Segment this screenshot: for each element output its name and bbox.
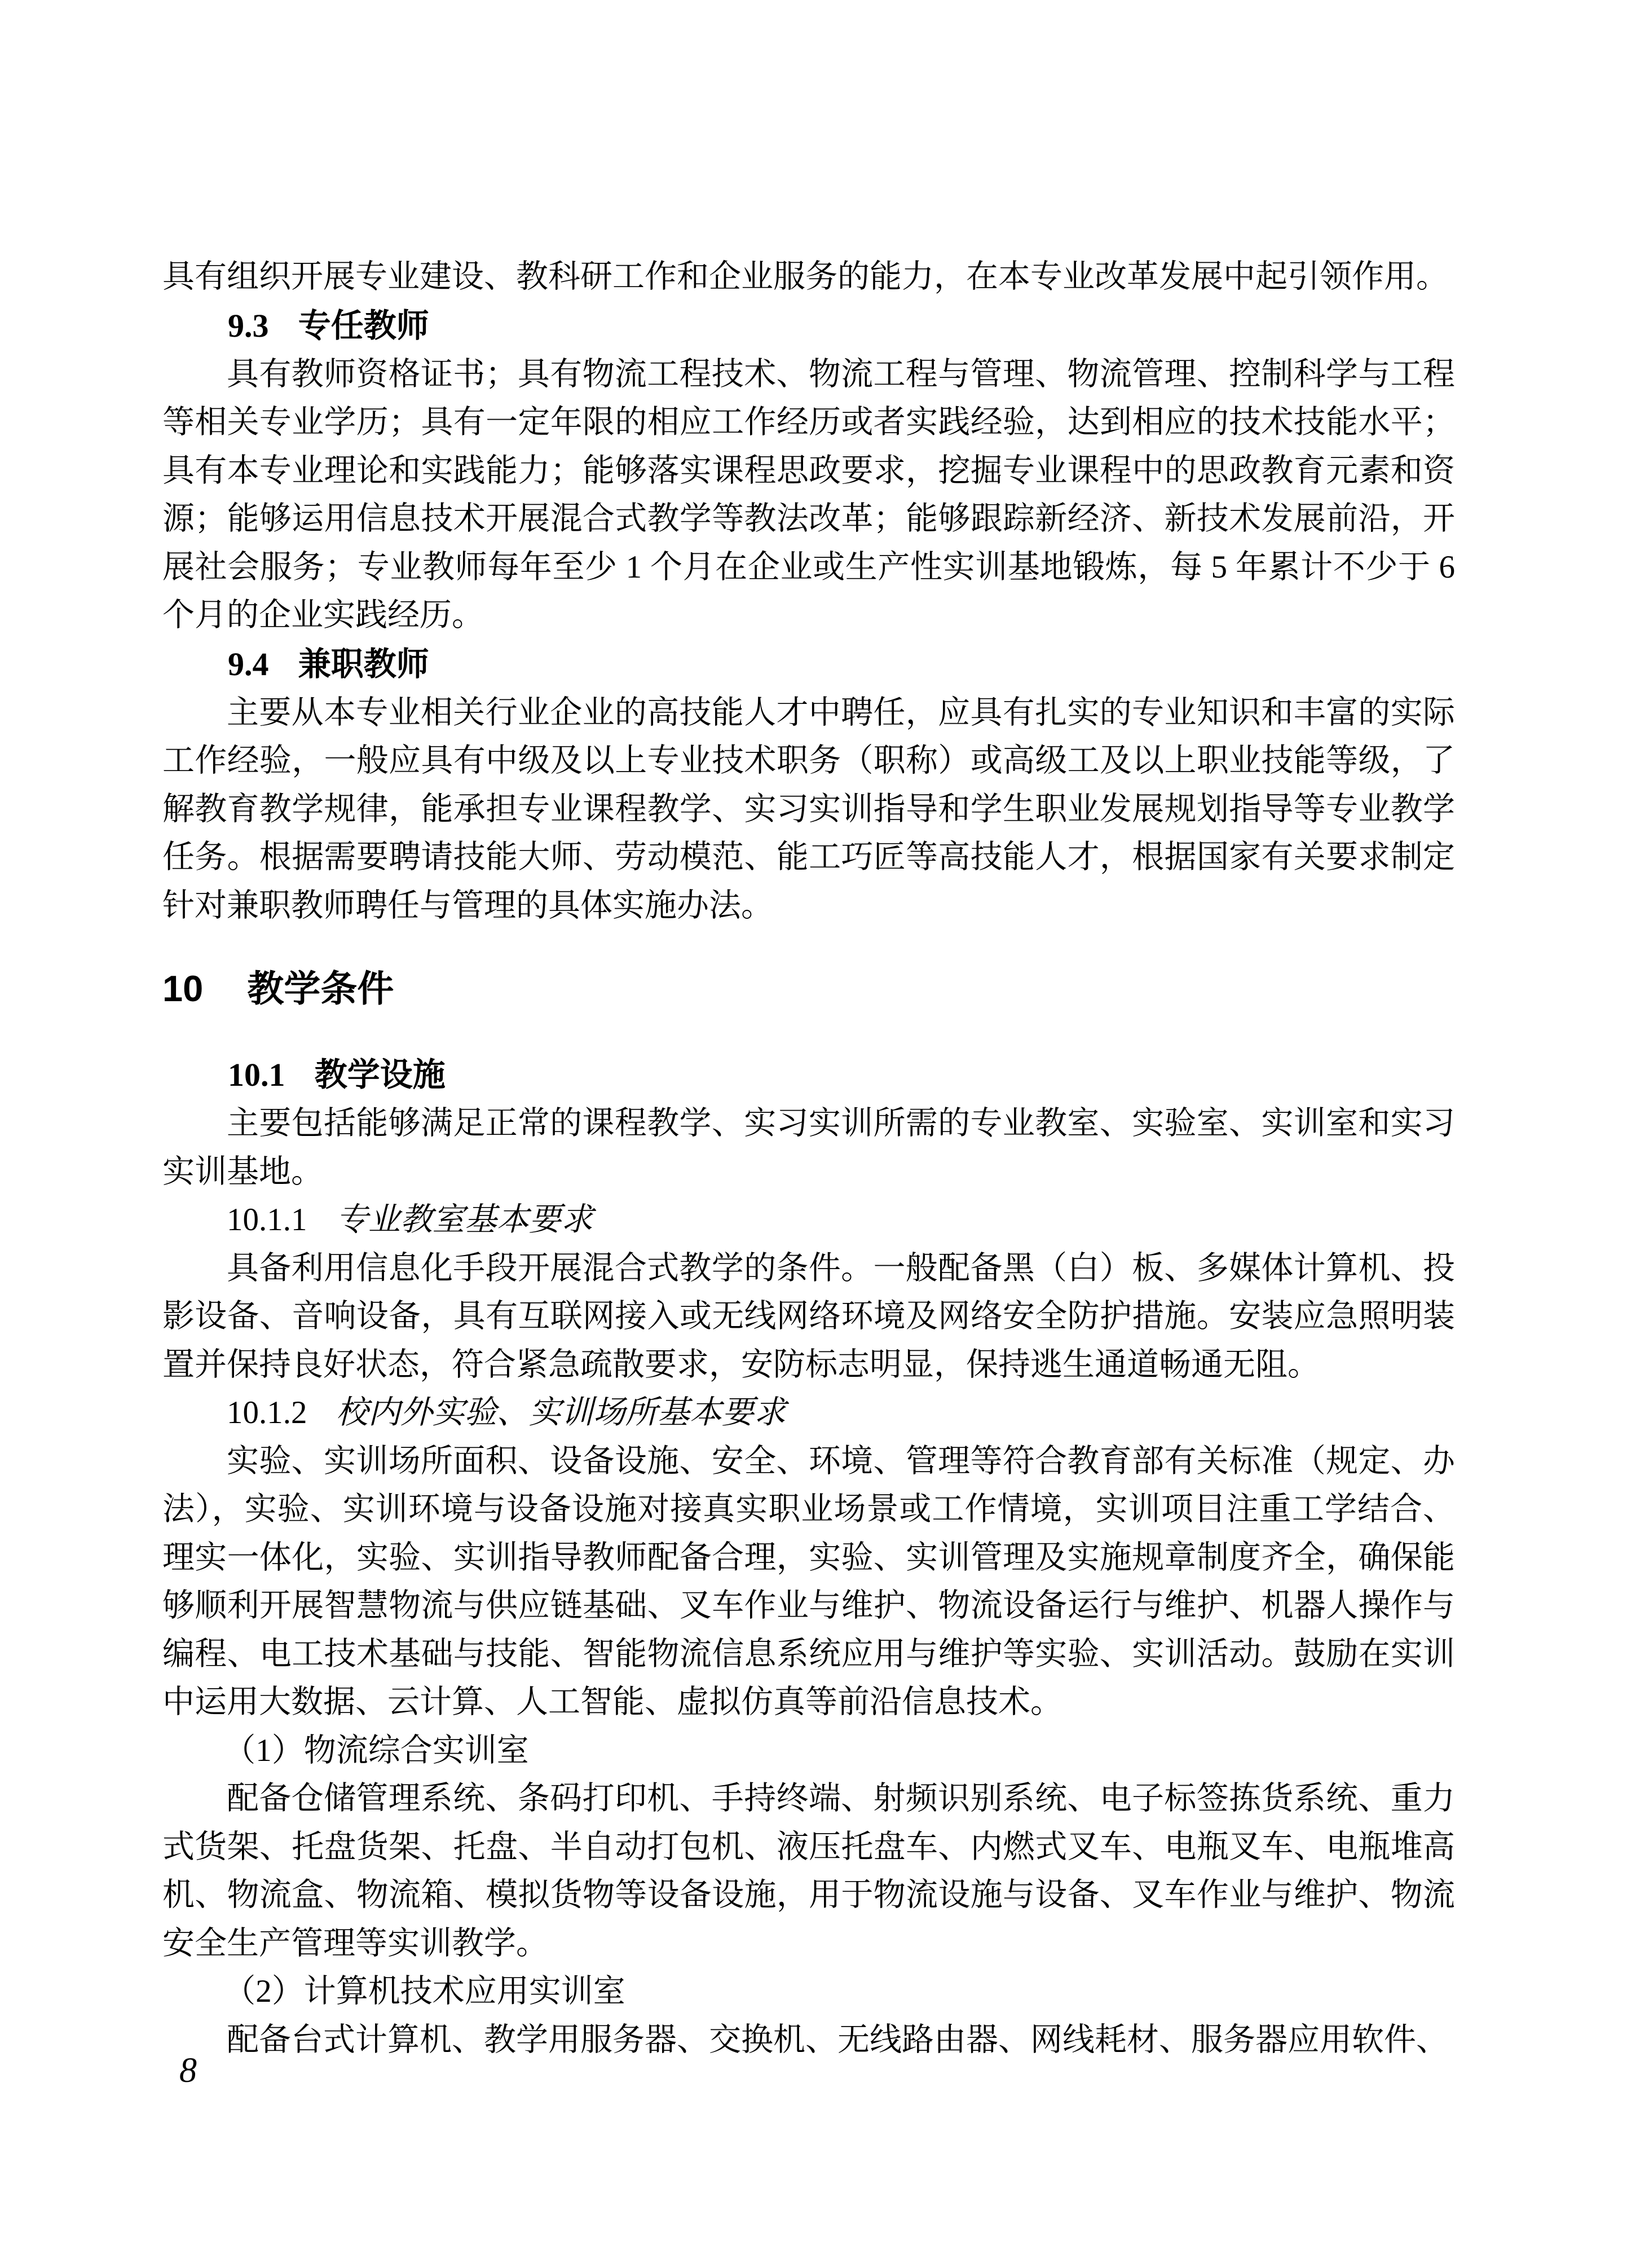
section-title: 专任教师: [298, 307, 429, 344]
paragraph-part-time-teacher-requirements: 主要从本专业相关行业企业的高技能人才中聘任，应具有扎实的专业知识和丰富的实际工作经验，一般应具有中级及以上专业技术职务（职称）或高级工及以上职业技能等级，了解教育教学规律，能承担专业课程教学、实习实训指导和学生职业发展规划指导等专业教学任务。根据需要聘请技能大师、劳动模范、能工巧匠等高技能人才，根据国家有关要求制定针对兼职教师聘任与管理的具体实施办法。: [162, 694, 1455, 923]
section-number: 9.4: [228, 645, 269, 682]
heading-10-1-1-classroom-requirements: [162, 1196, 1455, 1244]
section-title: 教学条件: [247, 968, 394, 1009]
section-title: 校内外实验、实训场所基本要求: [336, 1395, 786, 1431]
section-number: 10.1.2: [227, 1395, 307, 1431]
paragraph-teaching-facilities-overview: 主要包括能够满足正常的课程教学、实习实训所需的专业教室、实验室、实训室和实习实训基地。: [162, 1106, 1455, 1190]
paragraph-computer-training-room-equipment: 配备台式计算机、教学用服务器、交换机、无线路由器、网线耗材、服务器应用软件、: [227, 2022, 1448, 2058]
heading-10-1-teaching-facilities: [162, 1050, 1455, 1099]
paragraph-classroom-requirements: 具备利用信息化手段开展混合式教学的条件。一般配备黑（白）板、多媒体计算机、投影设备、音响设备，具有互联网接入或无线网络环境及网络安全防护措施。安装应急照明装置并保持良好状态，符合紧急疏散要求，安防标志明显，保持逃生通道畅通无阻。: [162, 1250, 1455, 1382]
section-title: 专业教室基本要求: [336, 1202, 593, 1238]
paragraph-lab-training-site-requirements: 实验、实训场所面积、设备设施、安全、环境、管理等符合教育部有关标准（规定、办法），实验、实训环境与设备设施对接真实职业场景或工作情境，实训项目注重工学结合、理实一体化，实验、实训指导教师配备合理，实验、实训管理及实施规章制度齐全，确保能够顺利开展智慧物流与供应链基础、叉车作业与维护、物流设备运行与维护、机器人操作与编程、电工技术基础与技能、智能物流信息系统应用与维护等实验、实训活动。鼓励在实训中运用大数据、云计算、人工智能、虚拟仿真等前沿信息技术。: [162, 1443, 1455, 1720]
paragraph-continued-from-previous-page: 具有组织开展专业建设、教科研工作和企业服务的能力，在本专业改革发展中起引领作用。: [162, 259, 1448, 294]
list-item-2-computer-technology-training-room: （2）计算机技术应用实训室: [223, 1974, 625, 2010]
heading-10-1-2-lab-training-site-requirements: [162, 1389, 1455, 1437]
heading-9-3-full-time-teachers: [162, 301, 1455, 350]
heading-9-4-part-time-teachers: [162, 640, 1455, 689]
section-title: 教学设施: [314, 1056, 446, 1094]
document-content: [162, 253, 1455, 2064]
section-title: 兼职教师: [298, 645, 429, 682]
list-item-1-logistics-training-room: （1）物流综合实训室: [223, 1732, 529, 1768]
section-number: 10.1.1: [227, 1202, 307, 1238]
paragraph-logistics-training-room-equipment: 配备仓储管理系统、条码打印机、手持终端、射频识别系统、电子标签拣货系统、重力式货架、托盘货架、托盘、半自动打包机、液压托盘车、内燃式叉车、电瓶叉车、电瓶堆高机、物流盒、物流箱、模拟货物等设备设施，用于物流设施与设备、叉车作业与维护、物流安全生产管理等实训教学。: [162, 1781, 1455, 1961]
section-number: 10: [162, 968, 204, 1009]
page-number: 8: [179, 2051, 197, 2090]
heading-10-teaching-conditions: [162, 962, 1455, 1015]
section-number: 9.3: [228, 307, 269, 344]
section-number: 10.1: [228, 1056, 285, 1094]
paragraph-full-time-teacher-requirements: 具有教师资格证书；具有物流工程技术、物流工程与管理、物流管理、控制科学与工程等相关专业学历；具有一定年限的相应工作经历或者实践经验，达到相应的技术技能水平；具有本专业理论和实践能力；能够落实课程思政要求，挖掘专业课程中的思政教育元素和资源；能够运用信息技术开展混合式教学等教法改革；能够跟踪新经济、新技术发展前沿，开展社会服务；专业教师每年至少 1 个月在企业或生产性实训基地锻炼，每 5 年累计不少于 6 个月的企业实践经历。: [162, 356, 1455, 633]
